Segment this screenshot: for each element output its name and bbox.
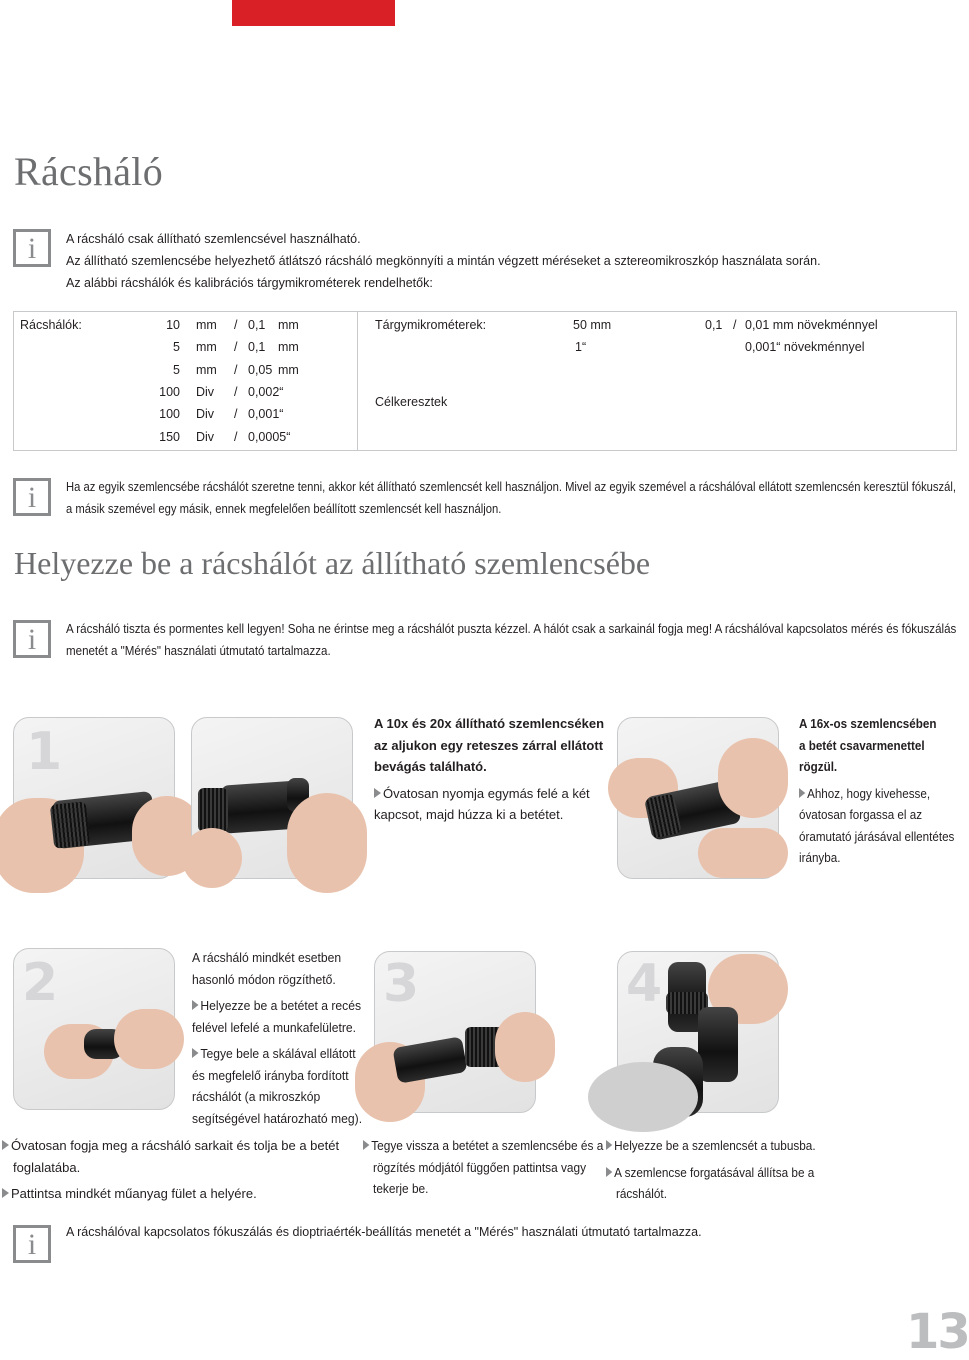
step4-bullet: Helyezze be a szemlencsét a tubusba. <box>614 1138 816 1153</box>
step2-photo <box>13 948 175 1110</box>
info-icon: i <box>13 478 51 516</box>
step1-text-a <box>374 713 604 826</box>
reticle-num: 100 <box>159 407 180 422</box>
step1-photo-c <box>617 717 779 879</box>
info-note-4 <box>66 1221 702 1243</box>
info-note-line: Ha az egyik szemlencsébe rácshálót szeretne tenni, akkor két állítható szemlencsét kell használjon. Mivel az egyik szemével a rácshálóval ellátott szemlencsén keresztül fókuszál, <box>66 480 957 494</box>
info-icon: i <box>13 229 51 267</box>
micrometer-size: 50 mm <box>573 318 612 332</box>
reticle-val-unit: mm <box>278 318 299 332</box>
info-icon: i <box>13 620 51 658</box>
step1-bullet: Ahhoz, hogy kivehesse, <box>807 785 931 801</box>
info-note-2 <box>66 476 956 520</box>
step2-line: hasonló módon rögzíthető. <box>192 971 336 987</box>
bullet-arrow-icon <box>192 1048 199 1058</box>
step3-text <box>363 1135 603 1200</box>
step2-bullet: Helyezze be a betétet a recés <box>200 998 362 1013</box>
reticle-val: 0,05 <box>248 362 273 377</box>
info-note-line: Az állítható szemlencsébe helyezhető átlátszó rácsháló megkönnyíti a mintán végzett méréseket a sztereomikroszkóp használata során. <box>66 254 821 268</box>
step4-photo <box>617 951 779 1113</box>
reticle-val-unit: mm <box>278 362 299 377</box>
step1-photo-a <box>13 717 175 879</box>
step2-bullet: Tegye bele a skálával ellátott <box>200 1046 356 1061</box>
crosshair-label: Célkeresztek <box>375 395 448 409</box>
step1-bullet: óramutató járásával ellentétes <box>799 828 955 844</box>
step1-text-b <box>799 713 954 869</box>
bullet-arrow-icon <box>374 788 381 798</box>
step1-head-line: A 16x-os szemlencsében <box>799 716 937 731</box>
bullet-arrow-icon <box>2 1140 9 1150</box>
step-number: 1 <box>26 722 63 782</box>
step2-bullet: foglalatába. <box>13 1159 81 1175</box>
reticle-unit: mm <box>196 340 217 355</box>
step4-bullet: A szemlencse forgatásával állítsa be a <box>614 1164 815 1180</box>
reticle-val: 0,0005“ <box>248 429 291 444</box>
page-title: Rácsháló <box>14 149 164 194</box>
step1-bullet: óvatosan forgassa el az <box>799 807 923 822</box>
step1-head-line: A 10x és 20x állítható szemlencséken <box>374 716 605 731</box>
step1-photo-b <box>191 717 353 879</box>
step1-bullet: irányba. <box>799 850 841 865</box>
reticle-val: 0,1 <box>248 340 266 355</box>
step2-line: A rácsháló mindkét esetben <box>192 950 342 965</box>
info-note-line: A rácsháló csak állítható szemlencsével használható. <box>66 232 361 246</box>
step1-bullet: kapcsot, majd húzza ki a betétet. <box>374 807 564 822</box>
micrometer-b: 0,001“ növekménnyel <box>745 340 865 354</box>
step3-bullet: tekerje be. <box>373 1181 429 1196</box>
reticle-num: 5 <box>173 340 180 355</box>
step2-bullet: Óvatosan fogja meg a rácsháló sarkait és tolja be a betét <box>11 1138 340 1153</box>
step2-bullet: rácshálót (a mikroszkóp <box>192 1089 321 1104</box>
step-number: 4 <box>626 954 663 1014</box>
info-note-line: a másik szemével egy másik, ennek megfelelően beállított szemlencsét kell használjon. <box>66 502 502 516</box>
step2-bullet: és megfelelő irányba fordított <box>192 1067 349 1083</box>
reticle-num: 150 <box>159 429 180 444</box>
micrometers-label: Tárgymikrométerek: <box>375 318 487 332</box>
step4-text <box>606 1135 816 1205</box>
page-number: 13 <box>906 1304 969 1360</box>
bullet-arrow-icon <box>799 788 805 798</box>
header-red-bar <box>232 0 395 26</box>
reticle-unit: Div <box>196 429 215 444</box>
reticle-unit: mm <box>196 362 217 377</box>
reticle-sep: / <box>234 384 238 399</box>
info-icon: i <box>13 1225 51 1263</box>
step-number: 3 <box>383 954 420 1014</box>
reticle-val-unit: mm <box>278 340 299 355</box>
reticle-unit: mm <box>196 318 217 332</box>
micrometer-sep: / <box>733 318 737 332</box>
step3-photo <box>374 951 536 1113</box>
step2-bottom-text <box>2 1135 339 1205</box>
step4-bullet: rácshálót. <box>615 1186 667 1201</box>
step2-side-text <box>192 947 362 1129</box>
bullet-arrow-icon <box>192 1000 199 1010</box>
reticle-num: 5 <box>173 362 180 377</box>
bullet-arrow-icon <box>606 1167 612 1177</box>
info-note-line: A rácshálóval kapcsolatos fókuszálás és dioptriaérték-beállítás menetét a "Mérés" használati útmutató tartalmazza. <box>66 1225 702 1239</box>
micrometer-a: 0,1 <box>705 318 723 332</box>
step1-head-line: bevágás található. <box>374 759 487 774</box>
step2-bullet: felével lefelé a munkafelületre. <box>192 1019 357 1035</box>
reticle-num: 100 <box>159 384 180 399</box>
micrometer-b: 0,01 mm növekménnyel <box>745 318 878 332</box>
step2-bullet: segítségével határozható meg). <box>192 1110 363 1126</box>
bullet-arrow-icon <box>606 1140 612 1150</box>
reticle-sep: / <box>234 340 238 355</box>
step1-bullet: Óvatosan nyomja egymás felé a két <box>383 785 590 801</box>
spec-divider <box>357 312 358 451</box>
info-note-line: A rácsháló tiszta és pormentes kell legyen! Soha ne érintse meg a rácshálót puszta kézzel. A hálót csak a sarkainál fogja meg! A rácshálóval kapcsolatos mérés és fókuszálás <box>66 622 957 636</box>
reticle-sep: / <box>234 407 238 422</box>
reticles-label: Rácshálók: <box>20 318 82 332</box>
reticle-unit: Div <box>196 384 215 399</box>
reticle-unit: Div <box>196 407 215 422</box>
step1-head-line: a betét csavarmenettel <box>799 737 925 753</box>
reticle-val: 0,001“ <box>248 407 284 422</box>
reticle-val: 0,1 <box>248 318 266 332</box>
bullet-arrow-icon <box>2 1188 9 1198</box>
step-number: 2 <box>22 953 59 1013</box>
step3-bullet: rögzítés módjától függően pattintsa vagy <box>373 1159 587 1175</box>
micrometer-size: 1“ <box>575 340 587 354</box>
reticle-sep: / <box>234 362 238 377</box>
info-note-3 <box>66 618 956 662</box>
info-note-line: Az alábbi rácshálók és kalibrációs tárgymikrométerek rendelhetők: <box>66 276 433 290</box>
reticle-sep: / <box>234 318 238 332</box>
info-note-line: menetét a "Mérés" használati útmutató tartalmazza. <box>66 644 331 658</box>
step1-head-line: az aljukon egy reteszes zárral ellátott <box>374 737 604 753</box>
info-note-1 <box>66 228 821 294</box>
step1-head-line: rögzül. <box>799 759 838 774</box>
section-heading: Helyezze be a rácshálót az állítható szemlencsébe <box>14 545 651 581</box>
reticle-val: 0,002“ <box>248 384 284 399</box>
step2-bullet: Pattintsa mindkét műanyag fület a helyére. <box>11 1186 257 1201</box>
step3-bullet: Tegye vissza a betétet a szemlencsébe és a <box>371 1138 604 1153</box>
bullet-arrow-icon <box>363 1140 369 1150</box>
reticle-sep: / <box>234 429 238 444</box>
reticle-num: 10 <box>166 318 180 332</box>
